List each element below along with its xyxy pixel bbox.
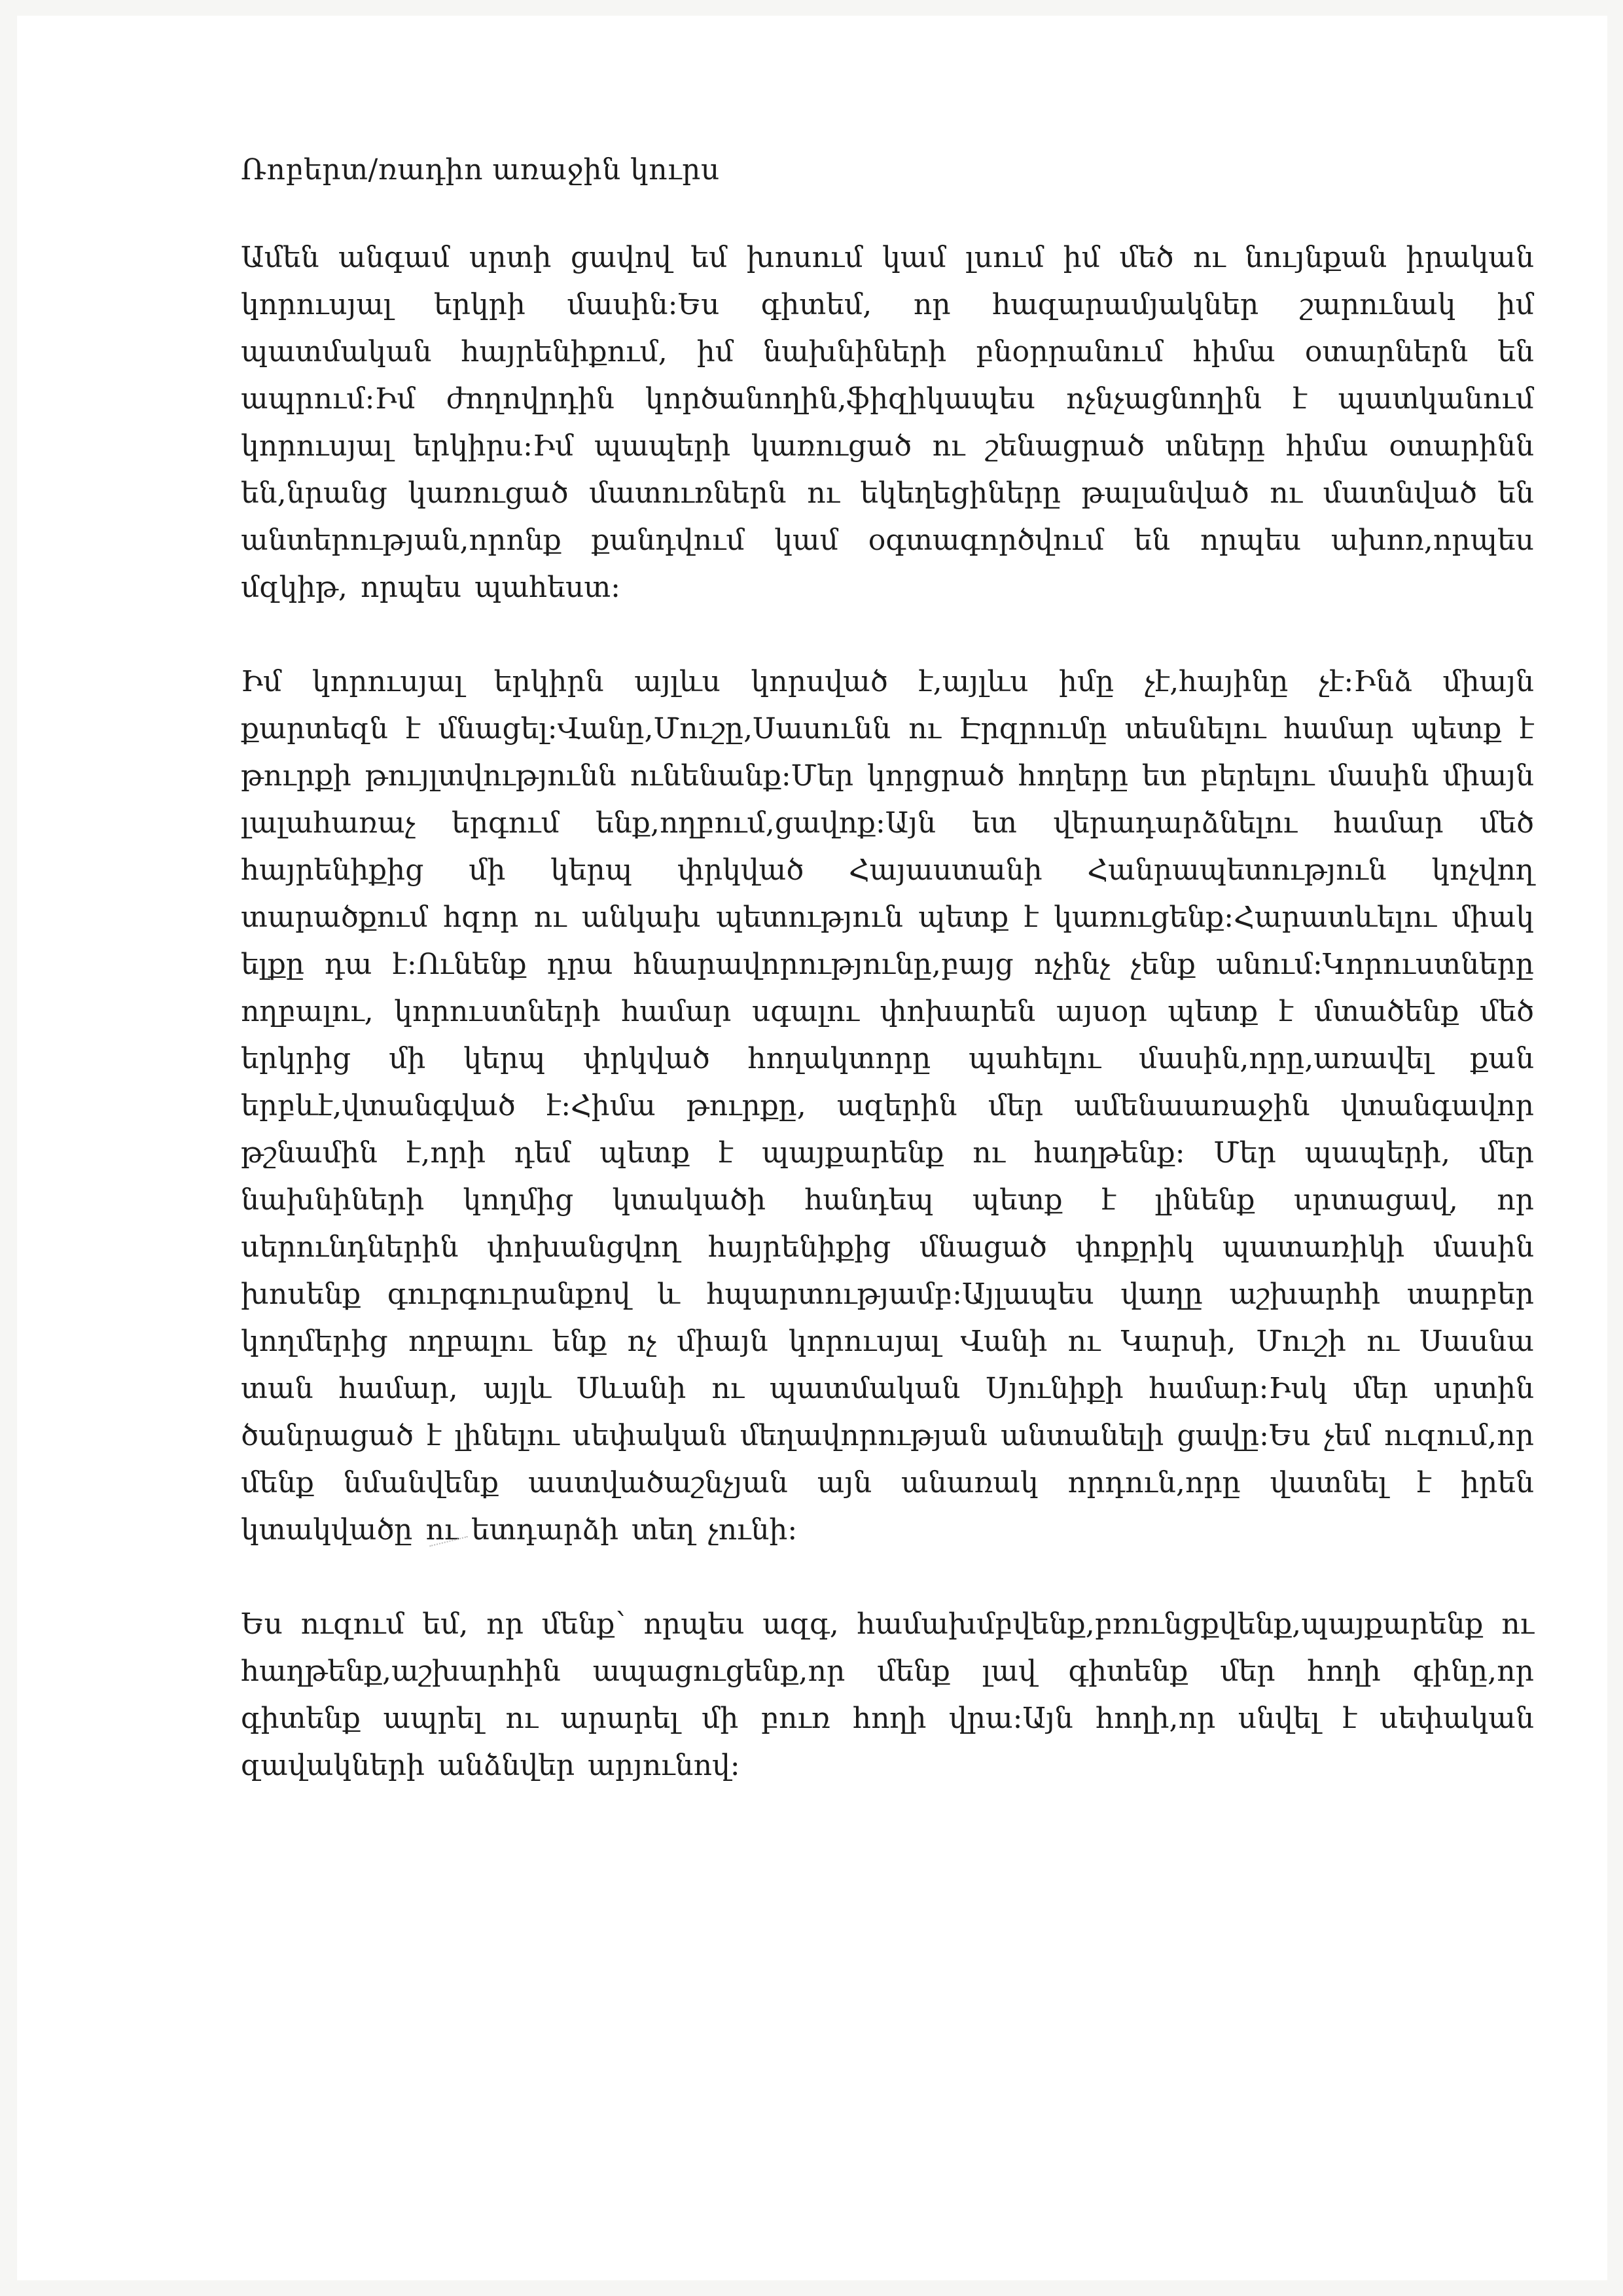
paragraph-3: Ես ուզում եմ, որ մենք՝ որպես ազգ, համախմբվենք,բռունցքվենք,պայքարենք ու հաղթենք,աշխարհին ապացուցենք,որ մենք լավ գիտենք մեր հողի գինը,որ գիտենք ապրել ու արարել մի բուռ հողի վրա:Այն հողի,որ սնվել է սեփական զավակների անձնվեր արյունով: [241,1607,1534,1782]
document-page [17,16,1607,2280]
document-body [241,147,1534,1837]
paragraph-2: Իմ կորուսյալ երկիրն այլևս կորսված է,այլևս իմը չէ,հայինը չէ:Ինձ միայն քարտեզն է մնացել:Վանը,Մուշը,Սասունն ու Էրզրումը տեսնելու համար պետք է թուրքի թույլտվությունն ունենանք:Մեր կորցրած հողերը ետ բերելու մասին միայն լալահառաչ երգում ենք,ողբում,ցավոք:Այն ետ վերադարձնելու համար մեծ հայրենիքից մի կերպ փրկված Հայաստանի Հանրապետություն կոչվող տարածքում հզոր ու անկախ պետություն պետք է կառուցենք:Հարատևելու միակ ելքը դա է:Ունենք դրա հնարավորությունը,բայց ոչինչ չենք անում:Կորուստները ողբալու, կորուստների համար սգալու փոխարեն այսօր պետք է մտածենք մեծ երկրից մի կերպ փրկված հողակտորը պահելու մասին,որը,առավել քան երբևէ,վտանգված է:Հիմա թուրքը, ազերին մեր ամենաառաջին վտանգավոր թշնամին է,որի դեմ պետք է պայքարենք ու հաղթենք: Մեր պապերի, մեր նախնիների կողմից կտակածի հանդեպ պետք է լինենք սրտացավ, որ սերունդներին փոխանցվող հայրենիքից մնացած փոքրիկ պատառիկի մասին խոսենք գուրգուրանքով և հպարտությամբ:Այլապես վաղը աշխարհի տարբեր կողմերից ողբալու ենք ոչ միայն կորուսյալ Վանի ու Կարսի, Մուշի ու Սասնա տան համար, այլև Սևանի ու պատմական Սյունիքի համար:Իսկ մեր սրտին ծանրացած է լինելու սեփական մեղավորության անտանելի ցավը:Ես չեմ ուզում,որ մենք նմանվենք աստվածաշնչյան այն անառակ որդուն,որը վատնել է իրեն կտակվածը ու ետդարձի տեղ չունի: [241,665,1534,1547]
document-title: Ռոբերտ/ռադիո առաջին կուրս [241,153,720,187]
paragraph-1: Ամեն անգամ սրտի ցավով եմ խոսում կամ լսում իմ մեծ ու նույնքան իրական կորուսյալ երկրի մասին:Ես գիտեմ, որ հազարամյակներ շարունակ իմ պատմական հայրենիքում, իմ նախնիների բնօրրանում հիմա օտարներն են ապրում:Իմ ժողովրդին կործանողին,ֆիզիկապես ոչնչացնողին է պատկանում կորուսյալ երկիրս:Իմ պապերի կառուցած ու շենացրած տները հիմա օտարինն են,նրանց կառուցած մատուռներն ու եկեղեցիները թալանված ու մատնված են անտերության,որոնք քանդվում կամ օգտագործվում են որպես ախոռ,որպես մզկիթ, որպես պահեստ: [241,241,1534,604]
